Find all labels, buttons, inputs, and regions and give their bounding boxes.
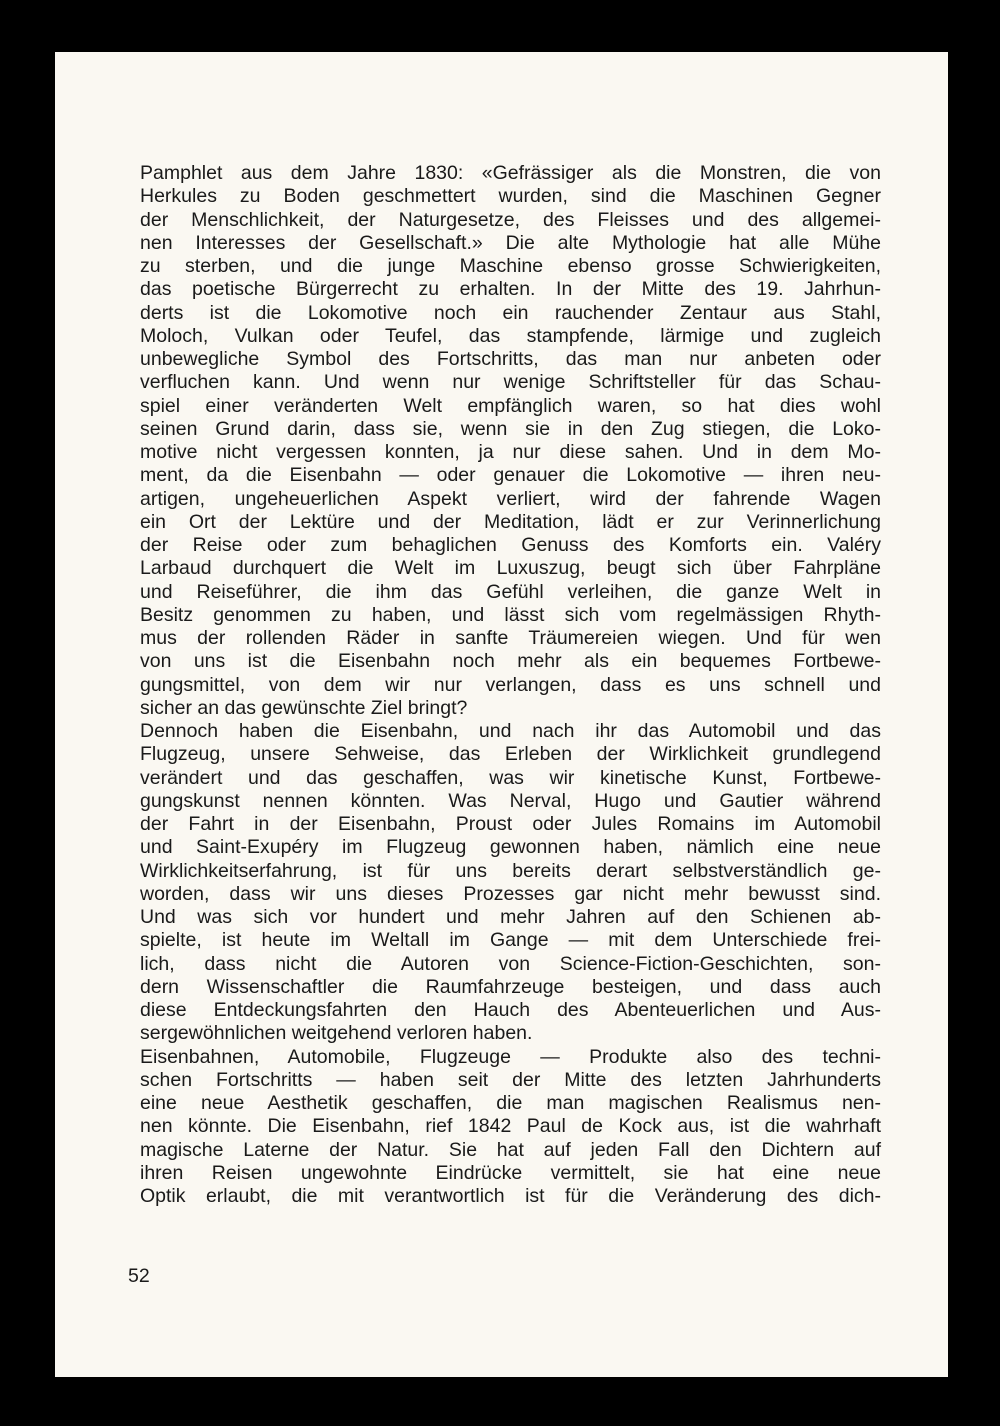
text-line: nen könnte. Die Eisenbahn, rief 1842 Paul de Kock aus, ist die wahrhaft <box>140 1115 881 1138</box>
text-line: mus der rollenden Räder in sanfte Träumereien wiegen. Und für wen <box>140 627 881 649</box>
text-line: Flugzeug, unsere Sehweise, das Erleben der Wirklichkeit grundlegend <box>140 743 881 766</box>
text-line: verfluchen kann. Und wenn nur wenige Schriftsteller für das Schau- <box>140 371 881 394</box>
text-line: motive nicht vergessen konnten, ja nur diese sahen. Und in dem Mo- <box>140 441 881 463</box>
text-line: ein Ort der Lektüre und der Meditation, lädt er zur Verinnerlichung <box>140 510 881 533</box>
text-line: Herkules zu Boden geschmettert wurden, sind die Maschinen Gegner <box>140 185 881 208</box>
text-line: dern Wissenschaftler die Raumfahrzeuge besteigen, und dass auch <box>140 975 881 998</box>
text-line: der Fahrt in der Eisenbahn, Proust oder Jules Romains im Automobil <box>140 813 881 835</box>
book-page <box>55 52 948 1377</box>
text-line: diese Entdeckungsfahrten den Hauch des Abenteuerlichen und Aus- <box>140 999 881 1021</box>
text-line: spielte, ist heute im Weltall im Gange — mit dem Unterschiede frei- <box>140 929 881 952</box>
page-number: 52 <box>128 1265 150 1287</box>
text-line: lich, dass nicht die Autoren von Science-Fiction-Geschichten, son- <box>140 952 881 975</box>
text-line: unbewegliche Symbol des Fortschritts, das man nur anbeten oder <box>140 348 881 370</box>
text-line: das poetische Bürgerrecht zu erhalten. In der Mitte des 19. Jahrhun- <box>140 278 881 301</box>
text-line: schen Fortschritts — haben seit der Mitte des letzten Jahrhunderts <box>140 1068 881 1091</box>
text-line: sergewöhnlichen weitgehend verloren haben. <box>140 1022 533 1045</box>
text-line: zu sterben, und die junge Maschine ebenso grosse Schwierigkeiten, <box>140 255 881 277</box>
text-line: spiel einer veränderten Welt empfänglich waren, so hat dies wohl <box>140 394 881 417</box>
text-line: derts ist die Lokomotive noch ein rauchender Zentaur aus Stahl, <box>140 301 881 324</box>
text-line: Eisenbahnen, Automobile, Flugzeuge — Produkte also des techni- <box>140 1045 881 1068</box>
text-line: und Saint-Exupéry im Flugzeug gewonnen haben, nämlich eine neue <box>140 836 881 859</box>
text-line: ihren Reisen ungewohnte Eindrücke vermittelt, sie hat eine neue <box>140 1161 881 1184</box>
text-line: artigen, ungeheuerlichen Aspekt verliert, wird der fahrende Wagen <box>140 487 881 510</box>
text-line: Larbaud durchquert die Welt im Luxuszug, beugt sich über Fahrpläne <box>140 557 881 580</box>
text-line: und Reiseführer, die ihm das Gefühl verleihen, die ganze Welt in <box>140 580 881 603</box>
text-line: Besitz genommen zu haben, und lässt sich vom regelmässigen Rhyth- <box>140 603 881 626</box>
text-line: magische Laterne der Natur. Sie hat auf jeden Fall den Dichtern auf <box>140 1138 881 1161</box>
text-line: Wirklichkeitserfahrung, ist für uns bereits derart selbstverständlich ge- <box>140 859 881 882</box>
text-line: verändert und das geschaffen, was wir kinetische Kunst, Fortbewe- <box>140 766 881 789</box>
text-line: sicher an das gewünschte Ziel bringt? <box>140 696 468 719</box>
body-text <box>140 162 881 1208</box>
text-line: seinen Grund darin, dass sie, wenn sie in den Zug stiegen, die Loko- <box>140 417 881 440</box>
text-line: von uns ist die Eisenbahn noch mehr als ein bequemes Fortbewe- <box>140 650 881 673</box>
text-line: gungsmittel, von dem wir nur verlangen, dass es uns schnell und <box>140 673 881 696</box>
text-line: nen Interesses der Gesellschaft.» Die alte Mythologie hat alle Mühe <box>140 231 881 254</box>
text-line: Dennoch haben die Eisenbahn, und nach ihr das Automobil und das <box>140 720 881 742</box>
text-line: der Reise oder zum behaglichen Genuss des Komforts ein. Valéry <box>140 534 881 556</box>
text-line: Optik erlaubt, die mit verantwortlich ist für die Veränderung des dich- <box>140 1185 881 1207</box>
text-line: Pamphlet aus dem Jahre 1830: «Gefrässiger als die Monstren, die von <box>140 162 881 184</box>
text-line: Und was sich vor hundert und mehr Jahren auf den Schienen ab- <box>140 906 881 928</box>
text-line: eine neue Aesthetik geschaffen, die man magischen Realismus nen- <box>140 1092 881 1114</box>
text-line: worden, dass wir uns dieses Prozesses gar nicht mehr bewusst sind. <box>140 882 881 905</box>
text-line: der Menschlichkeit, der Naturgesetze, des Fleisses und des allgemei- <box>140 208 881 231</box>
text-line: Moloch, Vulkan oder Teufel, das stampfende, lärmige und zugleich <box>140 324 881 347</box>
text-line: ment, da die Eisenbahn — oder genauer die Lokomotive — ihren neu- <box>140 464 881 487</box>
text-line: gungskunst nennen könnten. Was Nerval, Hugo und Gautier während <box>140 789 881 812</box>
